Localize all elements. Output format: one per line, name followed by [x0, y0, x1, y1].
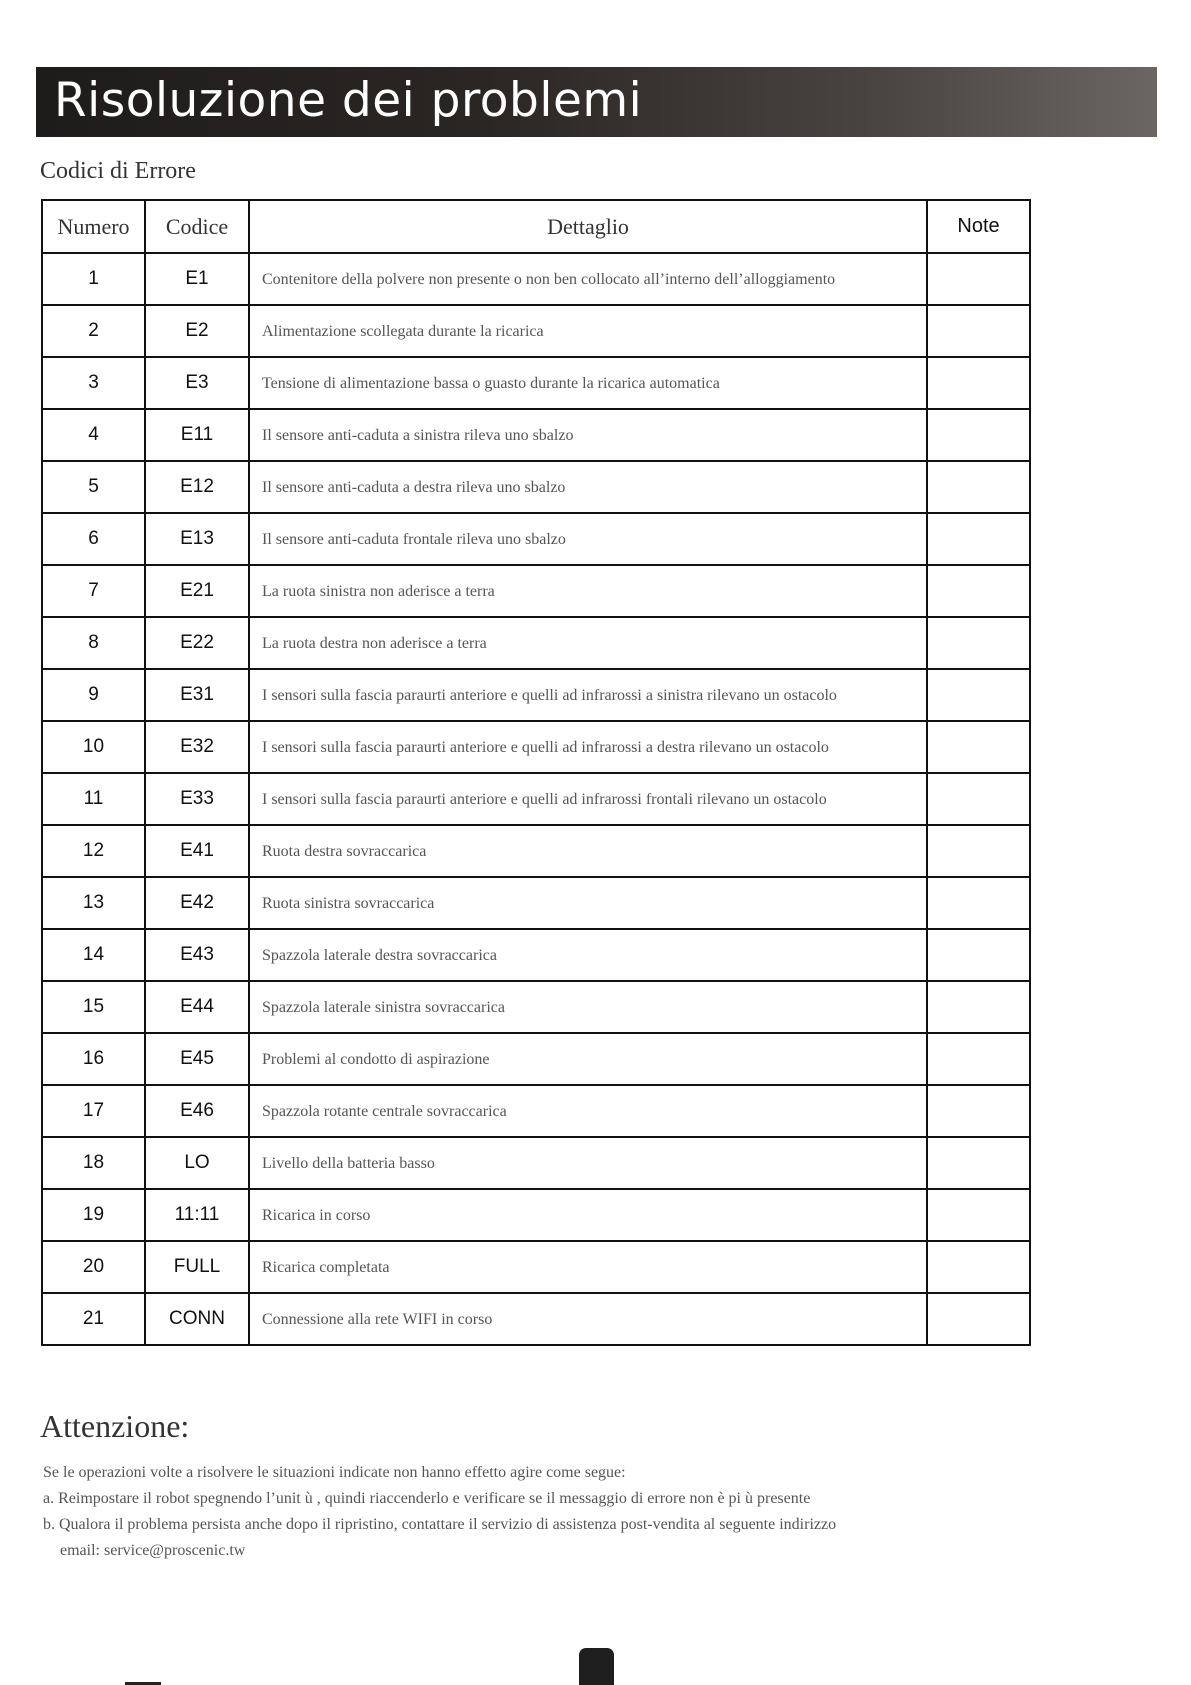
note-cell [927, 461, 1030, 513]
error-number-cell: 16 [42, 1033, 145, 1085]
note-cell [927, 617, 1030, 669]
table-header-row [42, 200, 1030, 253]
table-row [42, 357, 1030, 409]
error-code-cell: E42 [145, 877, 249, 929]
note-cell [927, 305, 1030, 357]
table-row [42, 461, 1030, 513]
note-cell [927, 773, 1030, 825]
attention-intro: Se le operazioni volte a risolvere le situazioni indicate non hanno effetto agire come segue: [43, 1464, 626, 1481]
note-cell [927, 1241, 1030, 1293]
error-code-cell: E44 [145, 981, 249, 1033]
error-code-cell: LO [145, 1137, 249, 1189]
table-row [42, 877, 1030, 929]
error-detail-cell: Il sensore anti-caduta a destra rileva uno sbalzo [249, 461, 927, 513]
error-detail-cell: Spazzola rotante centrale sovraccarica [249, 1085, 927, 1137]
attention-item-a: a. Reimpostare il robot spegnendo l’unit ù , quindi riaccenderlo e verificare se il messaggio di errore non è pi ù presente [43, 1490, 811, 1507]
error-number-cell: 15 [42, 981, 145, 1033]
error-code-cell: E1 [145, 253, 249, 305]
error-detail-cell: Il sensore anti-caduta frontale rileva uno sbalzo [249, 513, 927, 565]
error-detail-cell: Contenitore della polvere non presente o non ben collocato all’interno dell’alloggiamento [249, 253, 927, 305]
error-code-cell: E33 [145, 773, 249, 825]
error-number-cell: 9 [42, 669, 145, 721]
note-cell [927, 357, 1030, 409]
error-code-cell: E45 [145, 1033, 249, 1085]
table-body [42, 253, 1030, 1345]
error-code-cell: FULL [145, 1241, 249, 1293]
error-number-cell: 19 [42, 1189, 145, 1241]
table-row [42, 305, 1030, 357]
note-cell [927, 825, 1030, 877]
error-number-cell: 8 [42, 617, 145, 669]
error-number-cell: 6 [42, 513, 145, 565]
support-email: email: service@proscenic.tw [60, 1542, 246, 1559]
error-detail-cell: Ruota sinistra sovraccarica [249, 877, 927, 929]
table-row [42, 669, 1030, 721]
note-cell [927, 513, 1030, 565]
column-header-dettaglio: Dettaglio [249, 200, 927, 253]
attention-item-b: b. Qualora il problema persista anche dopo il ripristino, contattare il servizio di assistenza post-vendita al seguente indirizzo [43, 1516, 837, 1533]
error-code-cell: E21 [145, 565, 249, 617]
error-detail-cell: Problemi al condotto di aspirazione [249, 1033, 927, 1085]
error-number-cell: 13 [42, 877, 145, 929]
error-number-cell: 1 [42, 253, 145, 305]
error-detail-cell: Connessione alla rete WIFI in corso [249, 1293, 927, 1345]
table-row [42, 825, 1030, 877]
error-detail-cell: Ricarica in corso [249, 1189, 927, 1241]
note-cell [927, 1293, 1030, 1345]
error-number-cell: 4 [42, 409, 145, 461]
error-detail-cell: Il sensore anti-caduta a sinistra rileva uno sbalzo [249, 409, 927, 461]
table-row [42, 1085, 1030, 1137]
table-row [42, 929, 1030, 981]
error-code-cell: E12 [145, 461, 249, 513]
table-row [42, 617, 1030, 669]
note-cell [927, 669, 1030, 721]
error-code-cell: E32 [145, 721, 249, 773]
note-cell [927, 1189, 1030, 1241]
error-detail-cell: Ricarica completata [249, 1241, 927, 1293]
error-detail-cell: Ruota destra sovraccarica [249, 825, 927, 877]
error-detail-cell: La ruota sinistra non aderisce a terra [249, 565, 927, 617]
column-header-numero: Numero [42, 200, 145, 253]
error-code-cell: E31 [145, 669, 249, 721]
error-detail-cell: I sensori sulla fascia paraurti anteriore e quelli ad infrarossi a sinistra rilevano un ostacolo [249, 669, 927, 721]
error-code-cell: 11:11 [145, 1189, 249, 1241]
table-row [42, 253, 1030, 305]
note-cell [927, 1033, 1030, 1085]
error-detail-cell: Spazzola laterale destra sovraccarica [249, 929, 927, 981]
error-code-cell: E11 [145, 409, 249, 461]
error-number-cell: 11 [42, 773, 145, 825]
attention-body [43, 1460, 1043, 1564]
error-number-cell: 17 [42, 1085, 145, 1137]
section-subtitle: Codici di Errore [40, 158, 196, 184]
table-row [42, 513, 1030, 565]
error-code-cell: E2 [145, 305, 249, 357]
table-row [42, 773, 1030, 825]
header-bar [36, 67, 1157, 137]
error-number-cell: 7 [42, 565, 145, 617]
error-detail-cell: Alimentazione scollegata durante la ricarica [249, 305, 927, 357]
attention-heading: Attenzione: [40, 1408, 190, 1444]
note-cell [927, 409, 1030, 461]
note-cell [927, 981, 1030, 1033]
error-code-cell: E46 [145, 1085, 249, 1137]
error-number-cell: 3 [42, 357, 145, 409]
page-title: Risoluzione dei problemi [54, 73, 643, 128]
error-detail-cell: I sensori sulla fascia paraurti anteriore e quelli ad infrarossi frontali rilevano un ostacolo [249, 773, 927, 825]
table-row [42, 1033, 1030, 1085]
table-row [42, 565, 1030, 617]
error-code-cell: E3 [145, 357, 249, 409]
error-number-cell: 10 [42, 721, 145, 773]
page-number-tab [579, 1648, 614, 1685]
error-code-cell: E43 [145, 929, 249, 981]
error-code-cell: CONN [145, 1293, 249, 1345]
error-codes-table [41, 199, 1031, 1346]
error-detail-cell: Livello della batteria basso [249, 1137, 927, 1189]
table-row [42, 981, 1030, 1033]
error-code-cell: E41 [145, 825, 249, 877]
table-row [42, 1293, 1030, 1345]
table-row [42, 1189, 1030, 1241]
table-row [42, 1137, 1030, 1189]
error-number-cell: 18 [42, 1137, 145, 1189]
error-detail-cell: Tensione di alimentazione bassa o guasto durante la ricarica automatica [249, 357, 927, 409]
note-cell [927, 721, 1030, 773]
error-number-cell: 21 [42, 1293, 145, 1345]
error-number-cell: 20 [42, 1241, 145, 1293]
error-detail-cell: Spazzola laterale sinistra sovraccarica [249, 981, 927, 1033]
table-row [42, 409, 1030, 461]
table-row [42, 1241, 1030, 1293]
note-cell [927, 929, 1030, 981]
note-cell [927, 565, 1030, 617]
error-number-cell: 5 [42, 461, 145, 513]
error-number-cell: 2 [42, 305, 145, 357]
note-cell [927, 877, 1030, 929]
error-detail-cell: I sensori sulla fascia paraurti anteriore e quelli ad infrarossi a destra rilevano un ostacolo [249, 721, 927, 773]
note-cell [927, 253, 1030, 305]
note-cell [927, 1085, 1030, 1137]
error-detail-cell: La ruota destra non aderisce a terra [249, 617, 927, 669]
error-number-cell: 14 [42, 929, 145, 981]
note-cell [927, 1137, 1030, 1189]
column-header-note: Note [927, 200, 1030, 253]
error-code-cell: E13 [145, 513, 249, 565]
error-number-cell: 12 [42, 825, 145, 877]
table-row [42, 721, 1030, 773]
error-code-cell: E22 [145, 617, 249, 669]
column-header-codice: Codice [145, 200, 249, 253]
